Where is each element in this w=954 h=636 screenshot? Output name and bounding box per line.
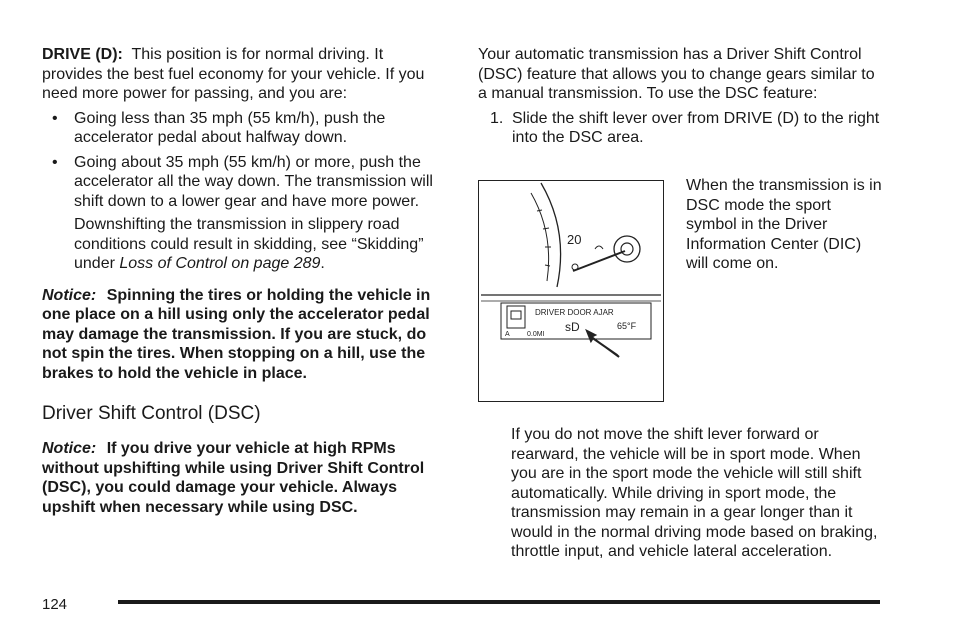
downshift-paragraph xyxy=(42,215,447,274)
section-heading: Driver Shift Control (DSC) xyxy=(42,403,261,424)
bullet-item xyxy=(42,109,447,148)
step-number: 1. xyxy=(490,109,504,127)
bullet-icon: • xyxy=(52,153,58,171)
dic-message: DRIVER DOOR AJAR xyxy=(535,308,614,317)
figure-caption: When the transmission is in DSC mode the sport symbol in the Driver Information Center (DIC) will come on. xyxy=(686,177,882,272)
dic-temperature: 65°F xyxy=(617,321,637,331)
dic-odometer: 0.0MI xyxy=(527,331,545,338)
right-column xyxy=(478,45,883,148)
drive-text: This position is for normal driving. It provides the best fuel economy for your vehicle. If you need more power for passing, and you are: xyxy=(42,46,425,102)
notice-paragraph xyxy=(42,286,447,384)
warning-icon xyxy=(595,246,603,249)
bullet-item xyxy=(42,153,447,212)
footer-rule xyxy=(118,600,880,604)
intro-paragraph: Your automatic transmission has a Driver Shift Control (DSC) feature that allows you to change gears similar to a manual transmission. To use the DSC feature: xyxy=(478,46,875,102)
sport-mode-paragraph: If you do not move the shift lever forward or rearward, the vehicle will be in sport mode. When you are in the sport mode the vehicle will still shift automatically. While driving in sport mode, the transmission may remain in a gear longer than it would in the normal driving mode based on braking, throttle input, and vehicle lateral acceleration. xyxy=(511,426,878,560)
step-item xyxy=(478,109,883,148)
notice-label: Notice: xyxy=(42,286,97,304)
left-column xyxy=(42,45,447,517)
downshift-end: . xyxy=(320,255,325,272)
notice-text: If you drive your vehicle at high RPMs without upshifting while using Driver Shift Control (DSC), you could damage your vehicle. Always upshift when necessary while using DSC. xyxy=(42,440,425,516)
pointer-arrow-icon xyxy=(587,331,619,357)
notice-paragraph xyxy=(42,439,447,517)
speed-label: 20 xyxy=(567,232,582,247)
dsc-illustration xyxy=(478,180,664,402)
notice-text: Spinning the tires or holding the vehicle in one place on a hill using only the accelerator pedal may damage the transmission. If you are stuck, do not spin the tires. When stopping on a hill, use the brakes to hold the vehicle in place. xyxy=(42,286,431,382)
bullet-icon: • xyxy=(52,109,58,127)
bullet-text: Going about 35 mph (55 km/h) or more, push the accelerator all the way down. The transmission will shift down to a lower gear and have more power. xyxy=(74,153,433,210)
page-number: 124 xyxy=(42,596,68,613)
dic-sport-symbol: sD xyxy=(565,320,580,334)
notice-label: Notice: xyxy=(42,440,97,457)
door-ajar-icon xyxy=(507,306,525,328)
gauge-hub-icon xyxy=(614,236,640,262)
step-text: Slide the shift lever over from DRIVE (D) to the right into the DSC area. xyxy=(512,109,880,146)
instrument-cluster-illustration xyxy=(479,181,663,401)
drive-paragraph xyxy=(42,45,447,104)
drive-label: DRIVE (D): xyxy=(42,46,123,63)
dic-trip: A xyxy=(505,331,510,338)
downshift-text: Downshifting the transmission in slippery road conditions could result in skidding, see “Skidding” under xyxy=(74,216,424,272)
bullet-text: Going less than 35 mph (55 km/h), push the accelerator pedal about halfway down. xyxy=(74,109,386,146)
downshift-reference: Loss of Control on page 289 xyxy=(119,255,321,272)
